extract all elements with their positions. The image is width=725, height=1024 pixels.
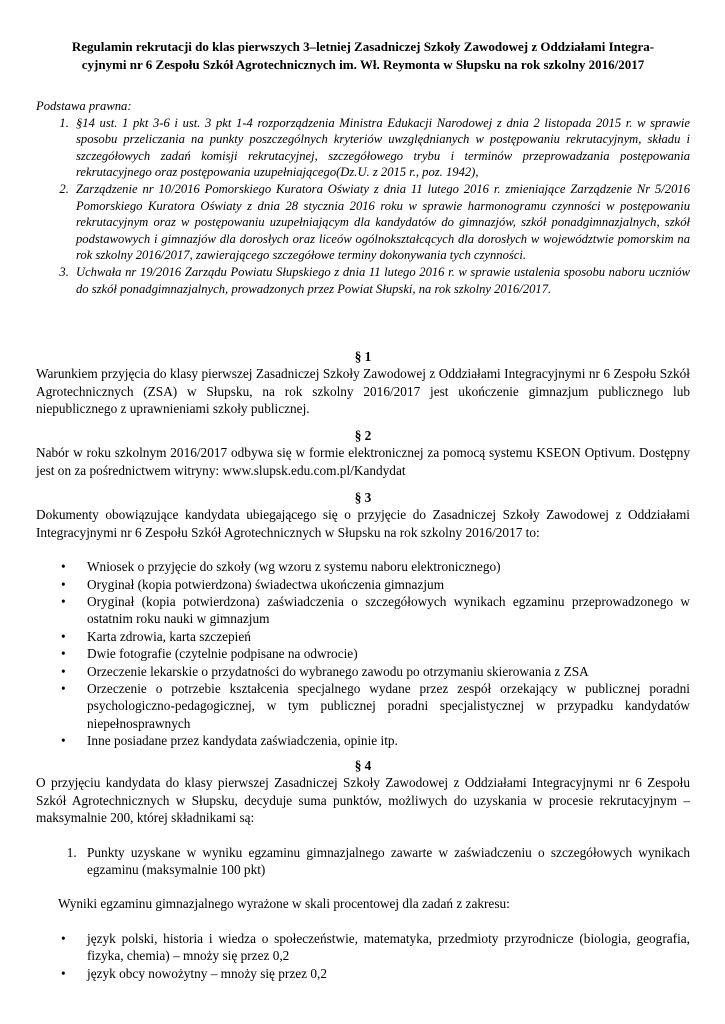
exam-subjects-list bbox=[36, 930, 690, 982]
legal-basis bbox=[36, 98, 690, 297]
documents-list-item: • Dwie fotografie (czytelnie podpisane na odwrocie) bbox=[80, 645, 690, 662]
legal-basis-item: 2. Zarządzenie nr 10/2016 Pomorskiego Kuratora Oświaty z dnia 11 lutego 2016 r. zmieniające Zarządzenie Nr 5/2016 Pomorskiego Kuratora Oświaty z dnia 28 stycznia 2016 roku w sprawie harmonogramu czynności w postępowaniu rekrutacyjnym oraz w postępowaniu uzupełniającym dla kandydatów do gimnazjów, szkół ponadgimnazjalnych, szkół podstawowych i gimnazjów dla dorosłych oraz liceów ogólnokształcących dla dorosłych w województwie pomorskim na rok szkolny 2016/2017, zawierającego szczegółowe terminy dokonywania tych czynności. bbox=[72, 181, 690, 264]
legal-basis-item: 3. Uchwała nr 19/2016 Zarządu Powiatu Słupskiego z dnia 11 lutego 2016 r. w sprawie ustalenia sposobu naboru uczniów do szkół ponadgimnazjalnych, prowadzonych przez Powiat Słupski, na rok szkolny 2016/2017. bbox=[72, 264, 690, 297]
section-3-heading: § 3 bbox=[354, 490, 372, 505]
exam-subjects-item: • język obcy nowożytny – mnoży się przez 0,2 bbox=[80, 965, 690, 982]
documents-list-item: • Wniosek o przyjęcie do szkoły (wg wzoru z systemu naboru elektronicznego) bbox=[80, 558, 690, 575]
title-line-1: Regulamin rekrutacji do klas pierwszych 3–letniej Zasadniczej Szkoły Zawodowej z Oddziałami Integra- bbox=[71, 39, 655, 54]
documents-list-item: • Orzeczenie o potrzebie kształcenia specjalnego wydane przez zespół orzekający w publicznej poradni psychologiczno-pedagogicznej, w tym publicznej poradni specjalistycznej w przypadku kandydatów niepełnosprawnych bbox=[80, 680, 690, 732]
section-1-text: Warunkiem przyjęcia do klasy pierwszej Zasadniczej Szkoły Zawodowej z Oddziałami Integracyjnymi nr 6 Zespołu Szkół Agrotechnicznych (ZSA) w Słupsku, na rok szkolny 2016/2017 jest ukończenie gimnazjum publicznego lub niepublicznego z uprawnieniami szkoły publicznej. bbox=[36, 366, 690, 417]
exam-results-text: Wyniki egzaminu gimnazjalnego wyrażone w skali procentowej dla zadań z zakresu: bbox=[58, 896, 510, 912]
documents-list bbox=[36, 558, 690, 749]
section-1-heading: § 1 bbox=[354, 349, 372, 364]
section-1 bbox=[36, 348, 690, 418]
section-2-text: Nabór w roku szkolnym 2016/2017 odbywa się w formie elektronicznej za pomocą systemu KSEON Optivum. Dostępny jest on za pośrednictwem witryny: www.slupsk.edu.com.pl/Kandydat bbox=[36, 445, 690, 478]
section-4-heading: § 4 bbox=[354, 758, 372, 773]
points-list-item: 1. Punkty uzyskane w wyniku egzaminu gimnazjalnego zawarte w zaświadczeniu o szczegółowych wynikach egzaminu (maksymalnie 100 pkt) bbox=[80, 844, 690, 879]
section-2 bbox=[36, 427, 690, 479]
section-3 bbox=[36, 489, 690, 750]
section-3-text: Dokumenty obowiązujące kandydata ubiegającego się o przyjęcie do Zasadniczej Szkoły Zawodowej z Oddziałami Integracyjnymi nr 6 Zespołu Szkół Agrotechnicznych w Słupsku na rok szkolny 2016/2017 to: bbox=[36, 507, 690, 540]
section-2-heading: § 2 bbox=[354, 428, 372, 443]
legal-basis-list bbox=[36, 115, 690, 298]
documents-list-item: • Oryginał (kopia potwierdzona) świadectwa ukończenia gimnazjum bbox=[80, 576, 690, 593]
title-line-2: cyjnymi nr 6 Zespołu Szkół Agrotechnicznych im. Wł. Reymonta w Słupsku na rok szkolny 2016/2017 bbox=[81, 56, 645, 72]
section-4 bbox=[36, 757, 690, 982]
documents-list-item: • Oryginał (kopia potwierdzona) zaświadczenia o szczegółowych wynikach egzaminu przeprowadzonego w ostatnim roku nauki w gimnazjum bbox=[80, 593, 690, 628]
document-title bbox=[36, 38, 690, 73]
exam-subjects-item: • język polski, historia i wiedza o społeczeństwie, matematyka, przedmioty przyrodnicze (biologia, geografia, fizyka, chemia) – mnoży się przez 0,2 bbox=[80, 930, 690, 965]
legal-basis-item: 1. §14 ust. 1 pkt 3-6 i ust. 3 pkt 1-4 rozporządzenia Ministra Edukacji Narodowej z dnia 2 listopada 2015 r. w sprawie sposobu przeliczania na punkty poszczególnych kryteriów uwzględnianych w postępowaniu rekrutacyjnym, składu i szczegółowych zadań komisji rekrutacyjnej, szczegółowego trybu i terminów przeprowadzania postępowania rekrutacyjnego oraz postępowania uzupełniającego(Dz.U. z 2015 r., poz. 1942), bbox=[72, 115, 690, 181]
section-4-text: O przyjęciu kandydata do klasy pierwszej Zasadniczej Szkoły Zawodowej z Oddziałami Integracyjnymi nr 6 Zespołu Szkół Agrotechnicznych w Słupsku, decyduje suma punktów, możliwych do uzyskania w procesie rekrutacyjnym – maksymalnie 200, której składnikami są: bbox=[36, 775, 690, 826]
documents-list-item: • Karta zdrowia, karta szczepień bbox=[80, 628, 690, 645]
legal-basis-heading: Podstawa prawna: bbox=[36, 99, 132, 113]
documents-list-item: • Orzeczenie lekarskie o przydatności do wybranego zawodu po otrzymaniu skierowania z ZSA bbox=[80, 663, 690, 680]
points-list bbox=[36, 844, 690, 879]
documents-list-item: • Inne posiadane przez kandydata zaświadczenia, opinie itp. bbox=[80, 732, 690, 749]
